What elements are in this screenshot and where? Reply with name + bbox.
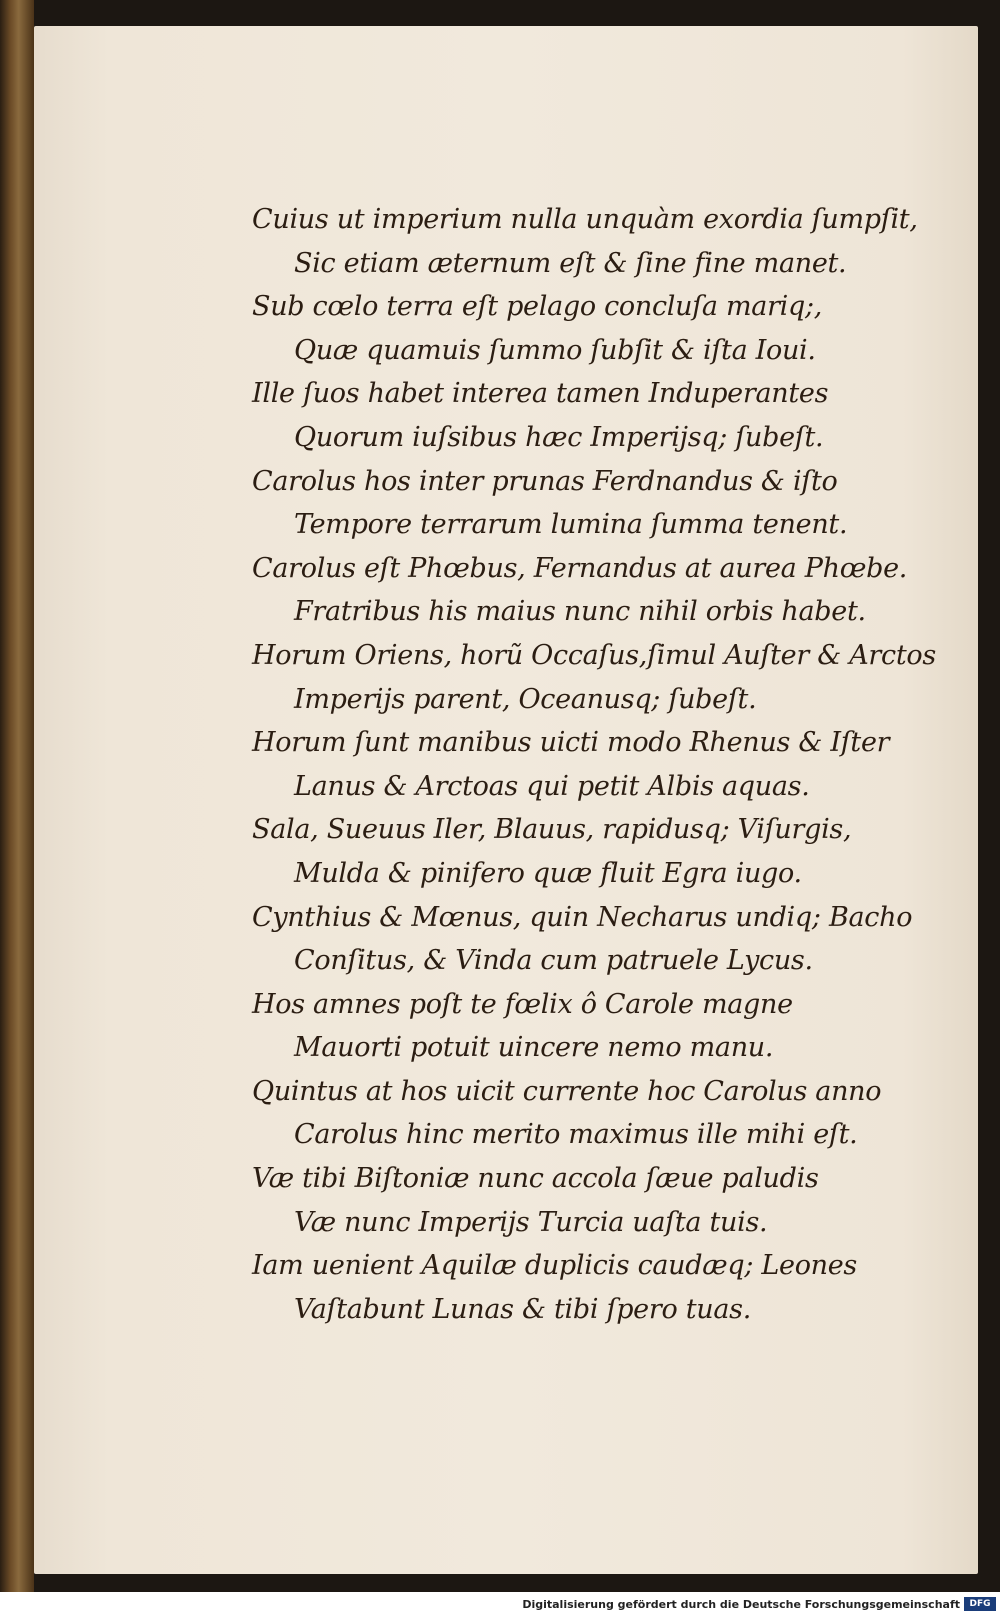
verse-line: Fratribus his maius nunc nihil orbis habet. — [294, 596, 866, 628]
verse-line: Tempore terrarum lumina ſumma tenent. — [294, 509, 848, 541]
verse-line: Quintus at hos uicit currente hoc Carolus anno — [252, 1075, 882, 1107]
verse-line: Cynthius & Mœnus, quin Necharus undiq; Bacho — [252, 901, 913, 933]
verse-line: Væ tibi Biſtoniæ nunc accola ſæue paludis — [252, 1163, 819, 1195]
verse-line: Conſitus, & Vinda cum patruele Lycus. — [294, 945, 813, 977]
book-spine-edge — [0, 0, 34, 1592]
verse-line: Imperijs parent, Oceanusq; ſubeſt. — [294, 683, 757, 715]
verse-line: Mulda & pinifero quæ fluit Egra iugo. — [294, 857, 802, 889]
verse-line: Carolus hos inter prunas Ferdnandus & iſto — [252, 465, 838, 497]
poem-text-block — [252, 198, 972, 1331]
verse-line: Ille ſuos habet interea tamen Induperantes — [252, 378, 829, 410]
verse-line: Horum Oriens, horũ Occaſus,ſimul Auſter & Arctos — [252, 639, 936, 671]
verse-line: Cuius ut imperium nulla unquàm exordia ſumpſit, — [252, 204, 918, 235]
verse-line: Sub cœlo terra eſt pelago concluſa mariq;, — [252, 291, 823, 323]
verse-line: Iam uenient Aquilæ duplicis caudæq; Leones — [252, 1250, 857, 1282]
book-page — [34, 26, 978, 1574]
verse-line: Quæ quamuis ſummo ſubſit & iſta Ioui. — [294, 334, 816, 366]
verse-line: Horum ſunt manibus uicti modo Rhenus & Iſter — [252, 727, 890, 759]
verse-line: Sic etiam æternum eſt & ſine fine manet. — [294, 247, 847, 279]
verse-line: Quorum iuſsibus hæc Imperijsq; ſubeſt. — [294, 421, 824, 453]
verse-line: Lanus & Arctoas qui petit Albis aquas. — [294, 770, 810, 802]
verse-line: Carolus hinc merito maximus ille mihi eſt. — [294, 1119, 858, 1151]
verse-line: Carolus eſt Phœbus, Fernandus at aurea Phœbe. — [252, 552, 908, 584]
verse-line: Hos amnes poſt te fœlix ô Carole magne — [252, 988, 793, 1020]
verse-line: Sala, Sueuus Iler, Blauus, rapidusq; Viſurgis, — [252, 814, 852, 846]
dfg-logo: DFG — [964, 1597, 996, 1611]
verse-line: Væ nunc Imperijs Turcia uaſta tuis. — [294, 1206, 768, 1238]
verse-line: Vaſtabunt Lunas & tibi ſpero tuas. — [294, 1293, 751, 1325]
verse-line: Mauorti potuit uincere nemo manu. — [294, 1032, 774, 1064]
digitization-credit: Digitalisierung gefördert durch die Deutsche Forschungsgemeinschaft — [522, 1598, 960, 1611]
